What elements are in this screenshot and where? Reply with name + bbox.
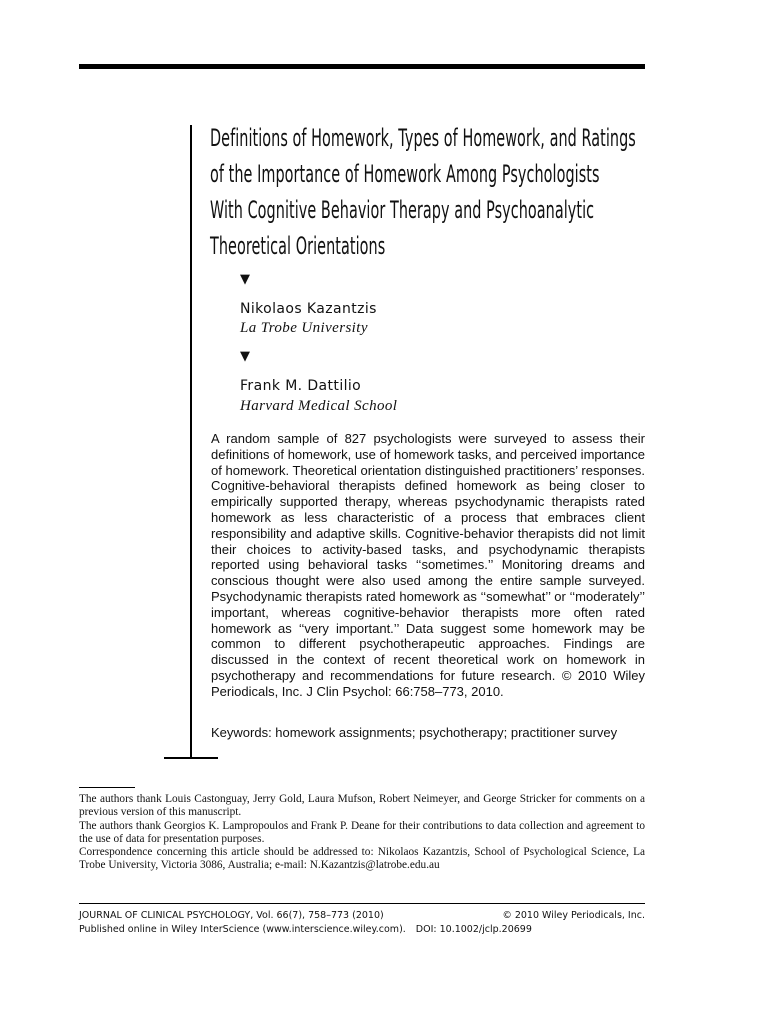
author-marker-icon: ▼: [240, 349, 250, 364]
copyright: © 2010 Wiley Periodicals, Inc.: [502, 910, 645, 921]
title-line: Definitions of Homework, Types of Homework, and Ratings: [210, 124, 636, 152]
published-online: Published online in Wiley InterScience (www.interscience.wiley.com).: [79, 924, 406, 935]
author-name: Nikolaos Kazantzis: [240, 301, 377, 317]
article-title: [210, 120, 636, 264]
top-rule: [79, 64, 645, 69]
footnote: The authors thank Georgios K. Lampropoulos and Frank P. Deane for their contributions to data collection and agreement to the use of data for presentation purposes.: [79, 819, 645, 845]
title-line: of the Importance of Homework Among Psychologists: [210, 160, 600, 188]
title-line: With Cognitive Behavior Therapy and Psychoanalytic: [210, 196, 595, 224]
footnote: The authors thank Louis Castonguay, Jerry Gold, Laura Mufson, Robert Neimeyer, and George Stricker for comments on a previous version of this manuscript.: [79, 793, 645, 819]
side-rule-horizontal: [164, 757, 218, 759]
abstract: A random sample of 827 psychologists were surveyed to assess their definitions of homework, use of homework tasks, and perceived importance of homework. Theoretical orientation distinguished practitioners’ responses. Cognitive-behavioral therapists defined homework as being closer to empirically supported therapy, whereas psychodynamic therapists rated homework as less characteristic of a process that embraces client responsibility and adaptive skills. Cognitive-behavior therapists did not limit their choices to activity-based tasks, and psychodynamic therapists reported using behavioral tasks ‘‘sometimes.’’ Monitoring dreams and conscious thought were also used among the entire sample surveyed. Psychodynamic therapists rated homework as ‘‘somewhat’’ or ‘‘moderately’’ important, whereas cognitive-behavior therapists more often rated homework as ‘‘very important.’’ Data suggest some homework may be common to different psychotherapeutic approaches. Findings are discussed in the context of recent theoretical work on homework in psychotherapy and recommendations for future research. © 2010 Wiley Periodicals, Inc. J Clin Psychol: 66:758–773, 2010.: [211, 431, 645, 699]
footnote-rule: [79, 787, 135, 788]
doi: DOI: 10.1002/jclp.20699: [415, 924, 532, 935]
title-line: Theoretical Orientations: [210, 232, 386, 260]
author-name: Frank M. Dattilio: [240, 378, 362, 394]
author-affiliation: La Trobe University: [240, 320, 368, 336]
footnote: Correspondence concerning this article should be addressed to: Nikolaos Kazantzis, School of Psychological Science, La Trobe University, Victoria 3086, Australia; e-mail: N.Kazantzis@latrobe.edu.au: [79, 846, 645, 872]
footnotes: [79, 793, 645, 873]
keywords: Keywords: homework assignments; psychotherapy; practitioner survey: [211, 725, 618, 740]
side-rule-vertical: [190, 125, 192, 759]
journal-citation: JOURNAL OF CLINICAL PSYCHOLOGY, Vol. 66(7), 758–773 (2010): [79, 910, 384, 921]
author-affiliation: Harvard Medical School: [240, 398, 398, 414]
author-marker-icon: ▼: [240, 272, 250, 287]
footer-rule: [79, 903, 645, 904]
page-footer: [79, 909, 645, 937]
